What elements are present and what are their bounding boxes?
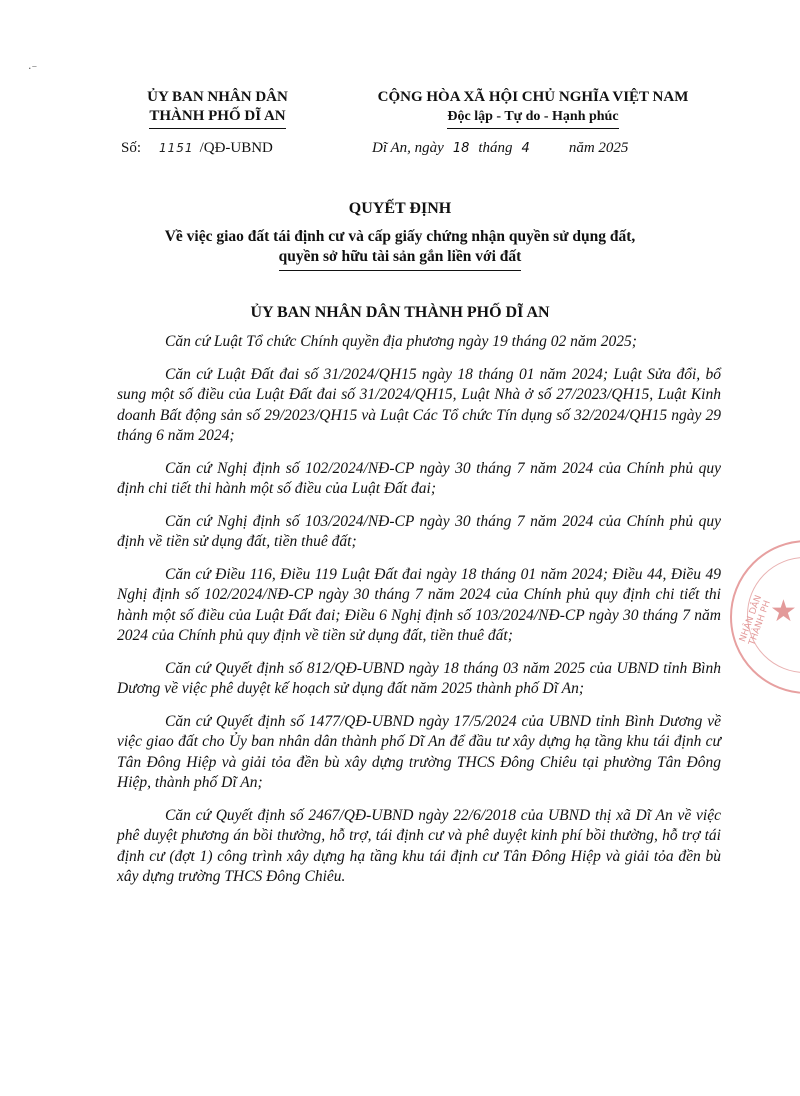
legal-basis-paragraph: Căn cứ Quyết định số 812/QĐ-UBND ngày 18 tháng 03 năm 2025 của UBND tỉnh Bình Dương về việc phê duyệt kế hoạch sử dụng đất năm 2025 thành phố Dĩ An; — [117, 659, 721, 697]
handwritten-number: 1151 — [159, 141, 194, 155]
legal-basis-section — [117, 332, 721, 900]
number-suffix: /QĐ-UBND — [199, 140, 273, 156]
national-motto: Độc lập - Tự do - Hạnh phúc — [447, 107, 618, 129]
legal-basis-paragraph: Căn cứ Quyết định số 1477/QĐ-UBND ngày 17/5/2024 của UBND tỉnh Bình Dương về việc giao đất cho Ủy ban nhân dân thành phố Dĩ An để đầu tư xây dựng hạ tầng khu tái định cư Tân Đông Hiệp và giải tỏa đền bù xây dựng trường THCS Đông Chiêu tại phường Tân Đông Hiệp, thành phố Dĩ An; — [117, 712, 721, 791]
date-year: năm 2025 — [568, 140, 629, 156]
seal-text: NHÂN DÂN THÀNH PH — [738, 594, 773, 647]
subject-line-2: quyền sở hữu tài sản gắn liền với đất — [279, 248, 522, 271]
handwritten-month: 4 — [521, 141, 530, 156]
date-line — [372, 140, 628, 157]
legal-basis-paragraph: Căn cứ Luật Đất đai số 31/2024/QH15 ngày 18 tháng 01 năm 2024; Luật Sửa đổi, bổ sung một số điều của Luật Đất đai số 31/2024/QH15, Luật Nhà ở số 27/2023/QH15, Luật Kinh doanh Bất động sản số 29/2023/QH15 và Luật Các Tổ chức Tín dụng số 32/2024/QH15 ngày 29 tháng 6 năm 2024; — [117, 365, 721, 444]
scan-speck-mark: ·⁻ — [28, 62, 38, 75]
number-label: Số: — [121, 140, 142, 156]
legal-basis-paragraph: Căn cứ Luật Tổ chức Chính quyền địa phương ngày 19 tháng 02 năm 2025; — [165, 333, 637, 350]
issuing-agency-block — [110, 88, 325, 129]
handwritten-day: 18 — [452, 141, 470, 156]
decision-number-line — [121, 140, 273, 157]
legal-basis-paragraph: Căn cứ Nghị định số 103/2024/NĐ-CP ngày 30 tháng 7 năm 2024 của Chính phủ quy định về tiền sử dụng đất, tiền thuê đất; — [117, 512, 721, 550]
month-label: tháng — [478, 140, 513, 156]
legal-basis-paragraph: Căn cứ Quyết định số 2467/QĐ-UBND ngày 22/6/2018 của UBND thị xã Dĩ An về việc phê duyệt phương án bồi thường, hỗ trợ, tái định cư và phê duyệt kinh phí bồi thường, hỗ trợ tái định cư (đợt 1) công trình xây dựng hạ tầng khu tái định cư Tân Đông Hiệp và giải tỏa đền bù xây dựng trường THCS Đông Chiêu. — [117, 806, 721, 885]
legal-basis-paragraph: Căn cứ Nghị định số 102/2024/NĐ-CP ngày 30 tháng 7 năm 2024 của Chính phủ quy định chi tiết thi hành một số điều của Luật Đất đai; — [117, 459, 721, 497]
legal-basis-paragraph: Căn cứ Điều 116, Điều 119 Luật Đất đai ngày 18 tháng 01 năm 2024; Điều 44, Điều 49 Nghị định số 102/2024/NĐ-CP ngày 30 tháng 7 năm 2024 của Chính phủ quy định chi tiết thi hành một số điều của Luật Đất đai; Điều 6 Nghị định số 103/2024/NĐ-CP ngày 30 tháng 7 năm 2024 của Chính phủ quy định về tiền sử dụng đất, tiền thuê đất; — [117, 565, 721, 644]
issuer-heading: ỦY BAN NHÂN DÂN THÀNH PHỐ DĨ AN — [250, 304, 550, 321]
agency-line-1: ỦY BAN NHÂN DÂN — [147, 89, 288, 105]
date-place: Dĩ An, ngày — [372, 140, 444, 156]
document-type-title: QUYẾT ĐỊNH — [348, 200, 452, 217]
national-header-block — [332, 88, 734, 129]
nation-name: CỘNG HÒA XÃ HỘI CHỦ NGHĨA VIỆT NAM — [377, 89, 689, 105]
subject-line-1: Về việc giao đất tái định cư và cấp giấy chứng nhận quyền sử dụng đất, — [164, 228, 636, 245]
agency-line-2: THÀNH PHỐ DĨ AN — [149, 107, 285, 129]
star-icon: ★ — [770, 594, 797, 629]
